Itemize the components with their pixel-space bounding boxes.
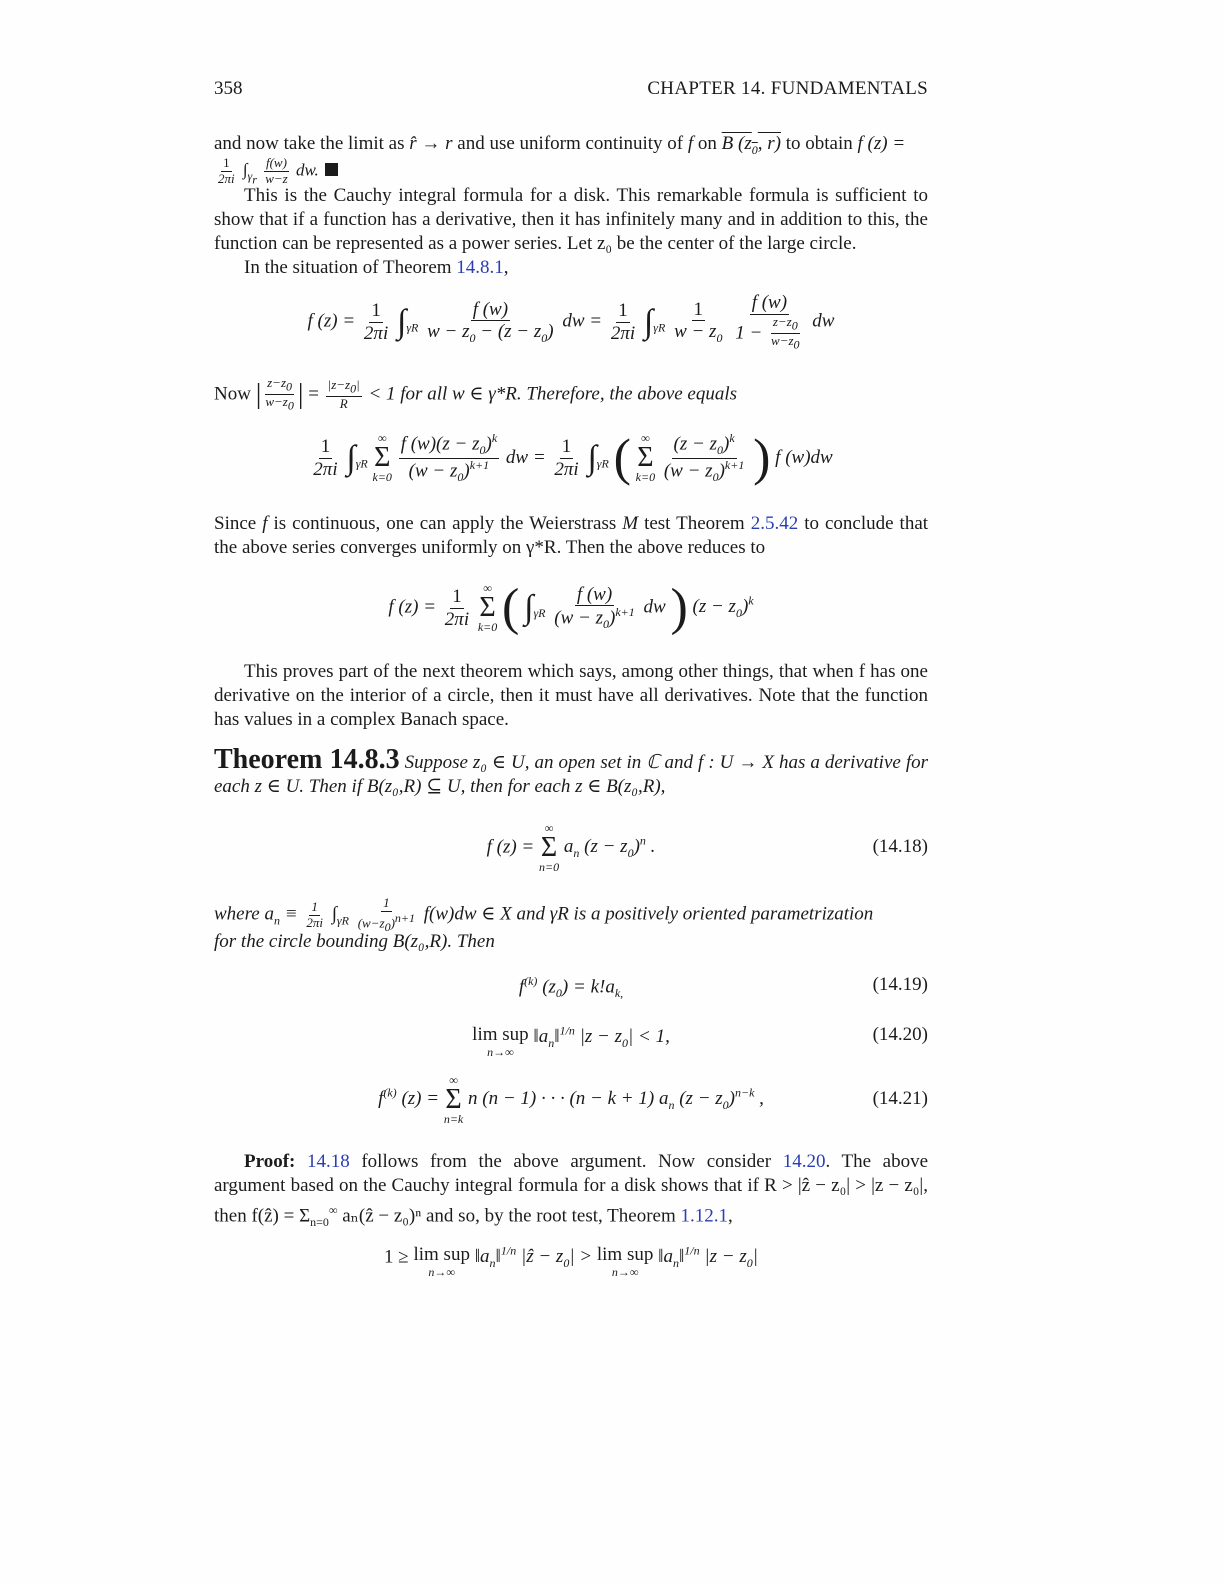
intro-text-a: and now take the limit as (214, 133, 405, 154)
equation-14-19: $f^{(k)}$ $(z_0) = k!a_{k,}$ (14.19) (518, 974, 928, 1001)
intro-text-b: and use uniform continuity of (457, 133, 684, 154)
equation-power-series: f (z) = $\frac{1}{2\pi i}$ ∞ Σ k=0 ( $\int_{\gamma R}$ $\frac{f (w)}{(w - z_0)^{k+1}}$ dw ) $(z - z_0)^k$ (388, 579, 754, 636)
equation-link-14-18[interactable]: 14.18 (306, 1151, 350, 1172)
equation-number: (14.18) (872, 836, 928, 857)
since-paragraph: Since f is continuous, one can apply the Weierstrass M test Theorem 2.5.42 to conclude that the above series converges uniformly on γ*R. Then the above reduces to (214, 513, 929, 558)
equation-14-18: f (z) = ∞ Σ n=0 $a_n$ $(z - z_0)^n$ . (14.18) (486, 821, 928, 874)
theorem-block (214, 744, 928, 799)
where-line: where $a_n$ ≡ $\frac{1}{2\pi i}$ $\int_{\gamma R}$ $\frac{1}{(w-z_0)^{n+1}}$ f(w)dw ∈ X and γR is a positively oriented parametrization (214, 895, 874, 934)
proves-paragraph: This proves part of the next theorem which says, among other things, that when f has one derivative on the interior of a circle, then it must have all derivatives. Note that the function has values in a complex Banach space. (214, 661, 928, 730)
chapter-title: CHAPTER 14. FUNDAMENTALS (647, 78, 928, 99)
situation-text: In the situation of Theorem (244, 257, 452, 278)
since-text-c: test Theorem (644, 513, 745, 534)
equation-14-20: lim sup n→∞ $‖a_n‖^{1/n}$ $|z - z_0| < 1$, (14.20) (472, 1024, 928, 1059)
situation-line: In the situation of Theorem 14.8.1, (244, 257, 509, 278)
qed-square (325, 163, 338, 176)
theorem-title: Theorem 14.8.3 (214, 744, 400, 775)
equation-cauchy-expansion: f (z) = $\frac{1}{2\pi i}$ $\int_{\gamma R}$ $\frac{f (w)}{w - z_0 - (z - z_0)}$ dw = $\frac{1}{2\pi i}$ $\int_{\gamma R}$ $\frac{1}{w - z_0}$ f (w) 1 − $\frac{z-z_0}{w-z_0}$ dw (307, 292, 835, 352)
now-tail-text: < 1 for all w ∈ γ*R. Therefore, the above equals (368, 383, 738, 405)
now-line: Now | $\frac{z-z_0}{w-z_0}$ | = $\frac{|z-z_0|}{R}$ < 1 for all w ∈ γ*R. Therefore, the above equals (214, 375, 738, 413)
theorem-link-14-8-1[interactable]: 14.8.1 (456, 257, 504, 278)
where-line-2: for the circle bounding B(z₀,R). Then (214, 931, 495, 952)
theorem-statement: Suppose z₀ ∈ U, an open set in ℂ and f : U → X has a derivative for each z ∈ U. Then if B(z₀,R) ⊆ U, then for each z ∈ B(z₀,R), (214, 752, 928, 797)
intro-text-c: on (697, 133, 717, 154)
theorem-link-2-5-42[interactable]: 2.5.42 (750, 513, 799, 534)
equation-link-14-20[interactable]: 14.20 (782, 1151, 826, 1172)
equation-number: (14.20) (872, 1024, 928, 1045)
since-text-a: Since (214, 513, 257, 534)
intro-formula: $\frac{1}{2\pi i}$ $\int_{\gamma_r}$ $\frac{f(w)}{w-z}$ dw. (214, 156, 928, 191)
equation-14-21: $f^{(k)}$ (z) = ∞ Σ n=k n (n − 1) · · · (n − k + 1) $a_n$ $(z - z_0)^{n-k}$ , (14.21) (378, 1073, 928, 1126)
proof-text-c: aₙ(ẑ − z₀)ⁿ and so, by the root test, Theorem (342, 1205, 676, 1227)
intro-text-d: to obtain (785, 133, 853, 154)
where-text-b: f(w)dw ∈ X and γR is a positively oriented parametrization (423, 903, 874, 925)
proof-text-d: , (728, 1205, 733, 1227)
proof-paragraph: Proof: 14.18 follows from the above argument. Now consider 14.20. The above argument based on the Cauchy integral formula for a disk shows that if R > |ẑ − z₀| > |z − z₀|, then f(ẑ) = $\Sigma_{n=0}^\infty$ aₙ(ẑ − z₀)ⁿ and so, by the root test, Theorem 1.12.1, (214, 1151, 929, 1230)
theorem-link-1-12-1[interactable]: 1.12.1 (680, 1205, 729, 1227)
equation-number: (14.21) (872, 1088, 928, 1109)
proof-text-a: follows from the above argument. Now consider (361, 1151, 772, 1172)
proof-text-b: . The above argument based on the Cauchy integral formula for a disk shows that if R > |ẑ − z₀| > |z − z₀|, then f(ẑ) = Σ (214, 1151, 929, 1227)
since-text-b: is continuous, one can apply the Weierstrass (273, 513, 617, 534)
proof-label: Proof: (244, 1151, 296, 1172)
equation-root-test: 1 ≥ lim sup n→∞ $‖a_n‖^{1/n}$ |ẑ − $z_0|$ > lim sup n→∞ $‖a_n‖^{1/n}$ $|z - z_0|$ (384, 1244, 758, 1279)
now-text: Now (214, 383, 251, 405)
since-text-d: to conclude that the above series converges uniformly on γ*R. Then the above reduces to (214, 513, 929, 558)
equation-number: (14.19) (872, 974, 928, 995)
cauchy-paragraph: This is the Cauchy integral formula for a disk. This remarkable formula is sufficient to show that if a function has a derivative, then it has infinitely many and in addition to this, the function can be represented as a power series. Let z₀ be the center of the large circle. (214, 185, 928, 254)
page-number: 358 (214, 78, 243, 99)
intro-line: and now take the limit as r̂ → r and use uniform continuity of f on B ($z_0$, r) to obtain f (z) = (214, 133, 906, 157)
where-text-a: where a (214, 903, 274, 925)
equation-series-integral: $\frac{1}{2\pi i}$ $\int_{\gamma R}$ ∞ Σ k=0 $\frac{f (w)(z - z_0)^k}{(w - z_0)^{k+1}}$ dw = $\frac{1}{2\pi i}$ $\int_{\gamma R}$ ( ∞ Σ k=0 $\frac{(z - z_0)^k}{(w - z_0)^{k+1}}$ ) f (w)dw (313, 429, 833, 487)
